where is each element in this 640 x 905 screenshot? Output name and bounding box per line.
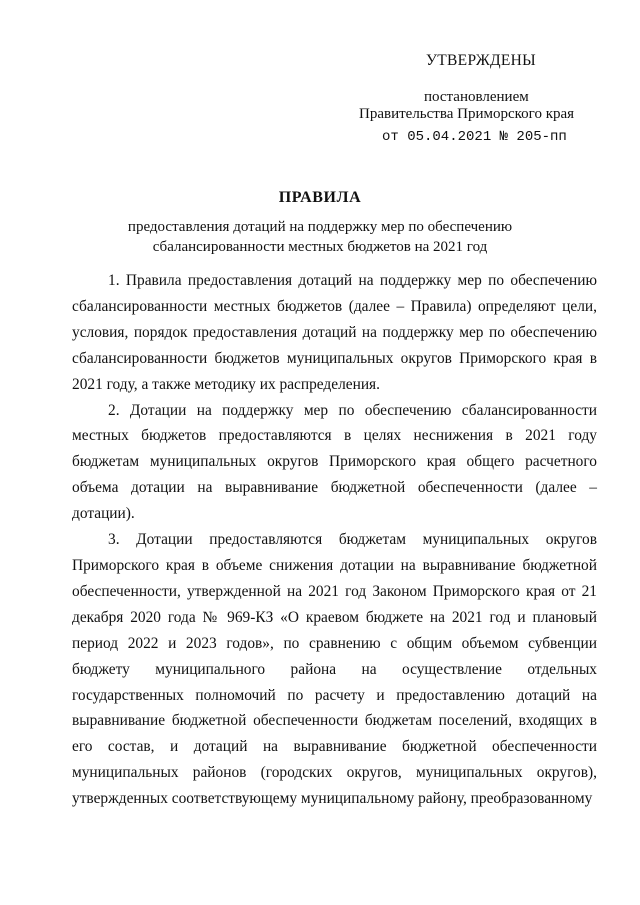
paragraph-1: 1. Правила предоставления дотаций на поддержку мер по обеспечению сбалансированности местных бюджетов (далее – Правила) определяют цели, условия, порядок предоставления дотаций на поддержку мер по обеспечению сбалансированности бюджетов муниципальных округов Приморского края в 2021 году, а также методику их распределения. [72,272,597,393]
approval-title: УТВЕРЖДЕНЫ [426,52,536,69]
approval-date-number: от 05.04.2021 № 205-пп [382,129,567,145]
paragraph-3: 3. Дотации предоставляются бюджетам муниципальных округов Приморского края в объеме снижения дотации на выравнивание бюджетной обеспеченности, утвержденной на 2021 год Законом Приморского края от 21 декабря 2020 года № 969-КЗ «О краевом бюджете на 2021 год и плановый период 2022 и 2023 годов», по сравнению с общим объемом субвенции бюджету муниципального района на осуществление отдельных государственных полномочий по расчету и предоставлению дотаций на выравнивание бюджетной обеспеченности бюджетам поселений, входящих в его состав, и дотаций на выравнивание бюджетной обеспеченности муниципальных районов (городских округов, муниципальных округов), утвержденных соответствующему муниципальному району, преобразованному [72,531,597,808]
document-title: ПРАВИЛА [278,189,362,206]
approval-resolution-label: постановлением [424,89,529,105]
paragraph-2: 2. Дотации на поддержку мер по обеспечению сбалансированности местных бюджетов предоставляются в целях неснижения в 2021 году бюджетам муниципальных округов Приморского края общего расчетного объема дотации на выравнивание бюджетной обеспеченности (далее – дотации). [72,401,597,523]
document-body [72,268,597,812]
approval-authority: Правительства Приморского края [359,106,575,122]
document-subtitle: предоставления дотаций на поддержку мер по обеспечению сбалансированности местных бюджетов на 2021 год [127,219,513,255]
